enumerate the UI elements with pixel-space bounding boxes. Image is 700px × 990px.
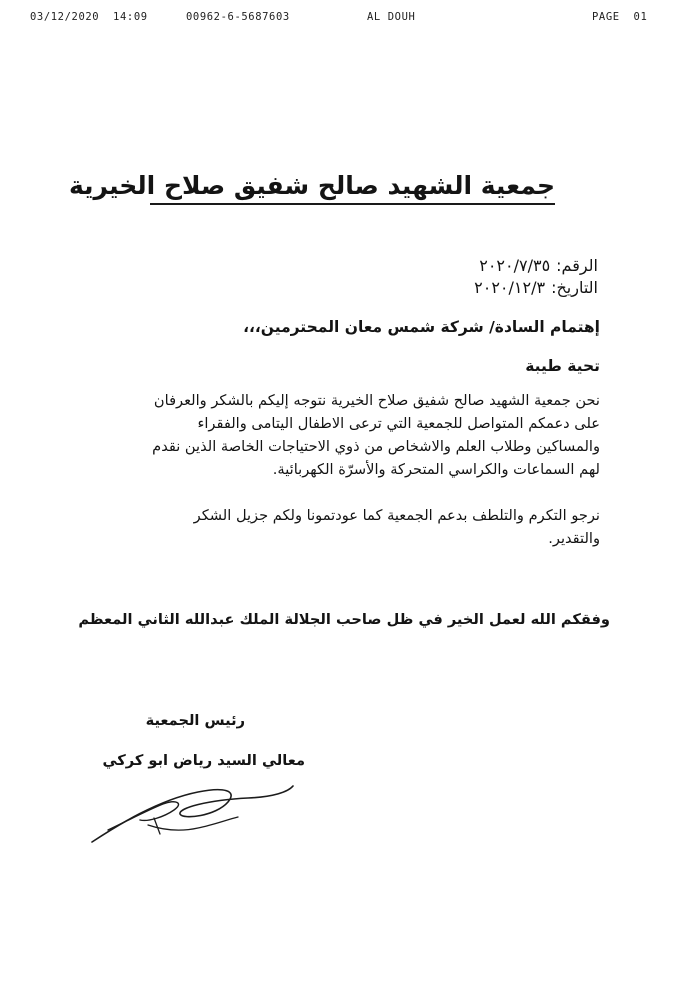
fax-station-id: AL DOUH <box>367 11 416 23</box>
paragraph-line: والمساكين وطلاب العلم والاشخاص من ذوي الاحتياجات الخاصة الذين نقدم <box>152 438 600 455</box>
paragraph-line: نرجو التكرم والتلطف بدعم الجمعية كما عودتمونا ولكم جزيل الشكر <box>193 507 600 524</box>
reference-number <box>479 255 598 277</box>
paragraph-line: على دعمكم المتواصل للجمعية التي ترعى الاطفال اليتامى والفقراء <box>197 415 600 432</box>
fax-page-number: PAGE 01 <box>592 11 648 23</box>
fax-header <box>0 11 700 27</box>
signer-name: معالي السيد رياض ابو كركي <box>102 752 305 769</box>
fax-datetime: 03/12/2020 14:09 <box>30 11 148 23</box>
letter-date <box>474 277 598 299</box>
reference-label: الرقم: <box>556 256 598 275</box>
signer-title: رئيس الجمعية <box>145 712 245 729</box>
organization-title: جمعية الشهيد صالح شفيق صلاح الخيرية <box>150 170 555 205</box>
paragraph-line: لهم السماعات والكراسي المتحركة والأسرّة الكهربائية. <box>272 461 600 478</box>
closing-line: وفقكم الله لعمل الخير في ظل صاحب الجلالة الملك عبدالله الثاني المعظم <box>78 611 610 628</box>
recipient-line: إهتمام السادة/ شركة شمس معان المحترمين،،، <box>243 318 600 336</box>
paragraph-line: والتقدير. <box>548 530 600 547</box>
handwritten-signature <box>88 770 298 850</box>
reference-value: ٢٠٢٠/٧/٣٥ <box>479 256 551 275</box>
fax-phone-number: 00962-6-5687603 <box>186 11 290 23</box>
date-label: التاريخ: <box>551 278 598 297</box>
date-value: ٢٠٢٠/١٢/٣ <box>474 278 546 297</box>
body-paragraph-1 <box>100 389 600 481</box>
greeting: تحية طيبة <box>525 357 600 375</box>
body-paragraph-2 <box>100 504 600 550</box>
paragraph-line: نحن جمعية الشهيد صالح شفيق صلاح الخيرية نتوجه إليكم بالشكر والعرفان <box>153 392 600 409</box>
